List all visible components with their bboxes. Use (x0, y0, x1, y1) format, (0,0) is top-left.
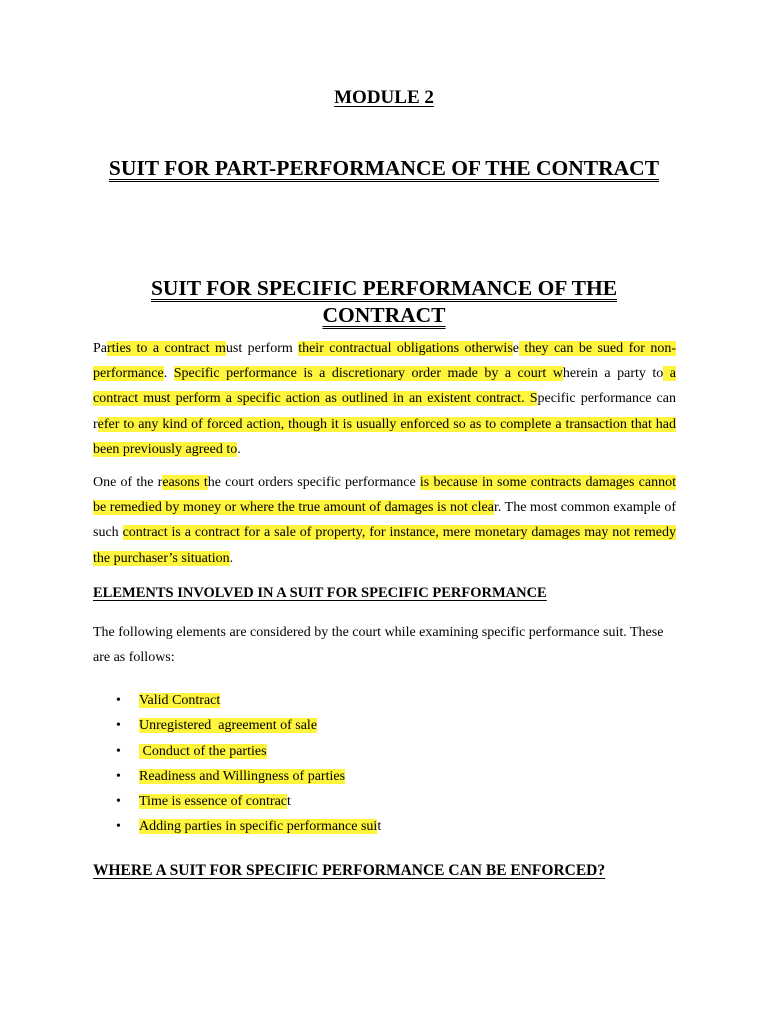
highlighted-text: easons t (162, 475, 208, 490)
highlighted-text: Specific performance is a discretionary order made by a court w (173, 366, 563, 382)
highlighted-text: their contractual obligations otherwis (298, 341, 513, 356)
bullet-icon: • (116, 768, 121, 784)
text-run: e (512, 341, 519, 356)
bullet-icon: • (116, 693, 121, 708)
bullet-icon: • (116, 794, 121, 810)
paragraph-elements-intro: The following elements are considered by the court while examining specific performance suit. These are as follows: (93, 625, 664, 666)
paragraph-reasons (93, 470, 676, 571)
bullet-icon: • (116, 743, 121, 759)
text-run: herein a party to (562, 366, 664, 382)
paragraph-intro (93, 336, 676, 462)
list-item (93, 739, 676, 764)
list-item (93, 713, 676, 738)
text-run: ust perform (225, 341, 299, 356)
highlighted-text: Valid Contract (139, 693, 221, 708)
text-run: One of the r (93, 475, 163, 490)
bullet-icon: • (116, 819, 121, 835)
text-run: pecific performance can r (93, 391, 676, 432)
module-title: MODULE 2 (334, 87, 434, 108)
heading-part-performance: SUIT FOR PART-PERFORMANCE OF THE CONTRACT (108, 156, 660, 180)
text-run: . (163, 366, 174, 382)
list-item (93, 764, 676, 789)
highlighted-text: they can be sued for non-performance (93, 341, 676, 382)
section-heading-enforced: WHERE A SUIT FOR SPECIFIC PERFORMANCE CAN BE ENFORCED? (93, 862, 606, 879)
highlighted-text: rties to a contract m (107, 341, 226, 356)
list-item (93, 814, 676, 839)
list-item (93, 688, 676, 713)
bullet-icon: • (116, 718, 121, 734)
highlighted-text: efer to any kind of forced action, though it is usually enforced so as to complete a transaction that had been previously agreed to (93, 416, 676, 457)
highlighted-text: Conduct of the parties (139, 743, 267, 759)
highlighted-text: Readiness and Willingness of parties (139, 768, 346, 784)
highlighted-text: a contract must perform a specific action as outlined in an existent contract. S (93, 366, 676, 407)
text-run: . (237, 441, 241, 457)
heading-specific-performance: SUIT FOR SPECIFIC PERFORMANCE OF THE CONTRACT (150, 276, 618, 327)
highlighted-text: contract is a contract for a sale of property, for instance, mere monetary damages may not remedy the purchaser’s situation (93, 525, 676, 566)
text-run: r. The most common example of such (93, 500, 676, 541)
text-run: . (229, 550, 234, 566)
text-run: he court orders specific performance (207, 475, 420, 490)
text-run: t (377, 819, 382, 835)
text-run: Pa (93, 341, 107, 356)
highlighted-text: is because in some contracts damages cannot be remedied by money or where the true amount of damages is not clea (93, 475, 676, 516)
highlighted-text: Adding parties in specific performance sui (139, 819, 378, 835)
section-heading-elements: ELEMENTS INVOLVED IN A SUIT FOR SPECIFIC PERFORMANCE (93, 585, 547, 601)
text-run: t (287, 794, 291, 810)
elements-list (93, 688, 676, 840)
highlighted-text: Time is essence of contrac (139, 794, 287, 810)
list-item (93, 789, 676, 814)
highlighted-text: Unregistered agreement of sale (139, 718, 318, 734)
